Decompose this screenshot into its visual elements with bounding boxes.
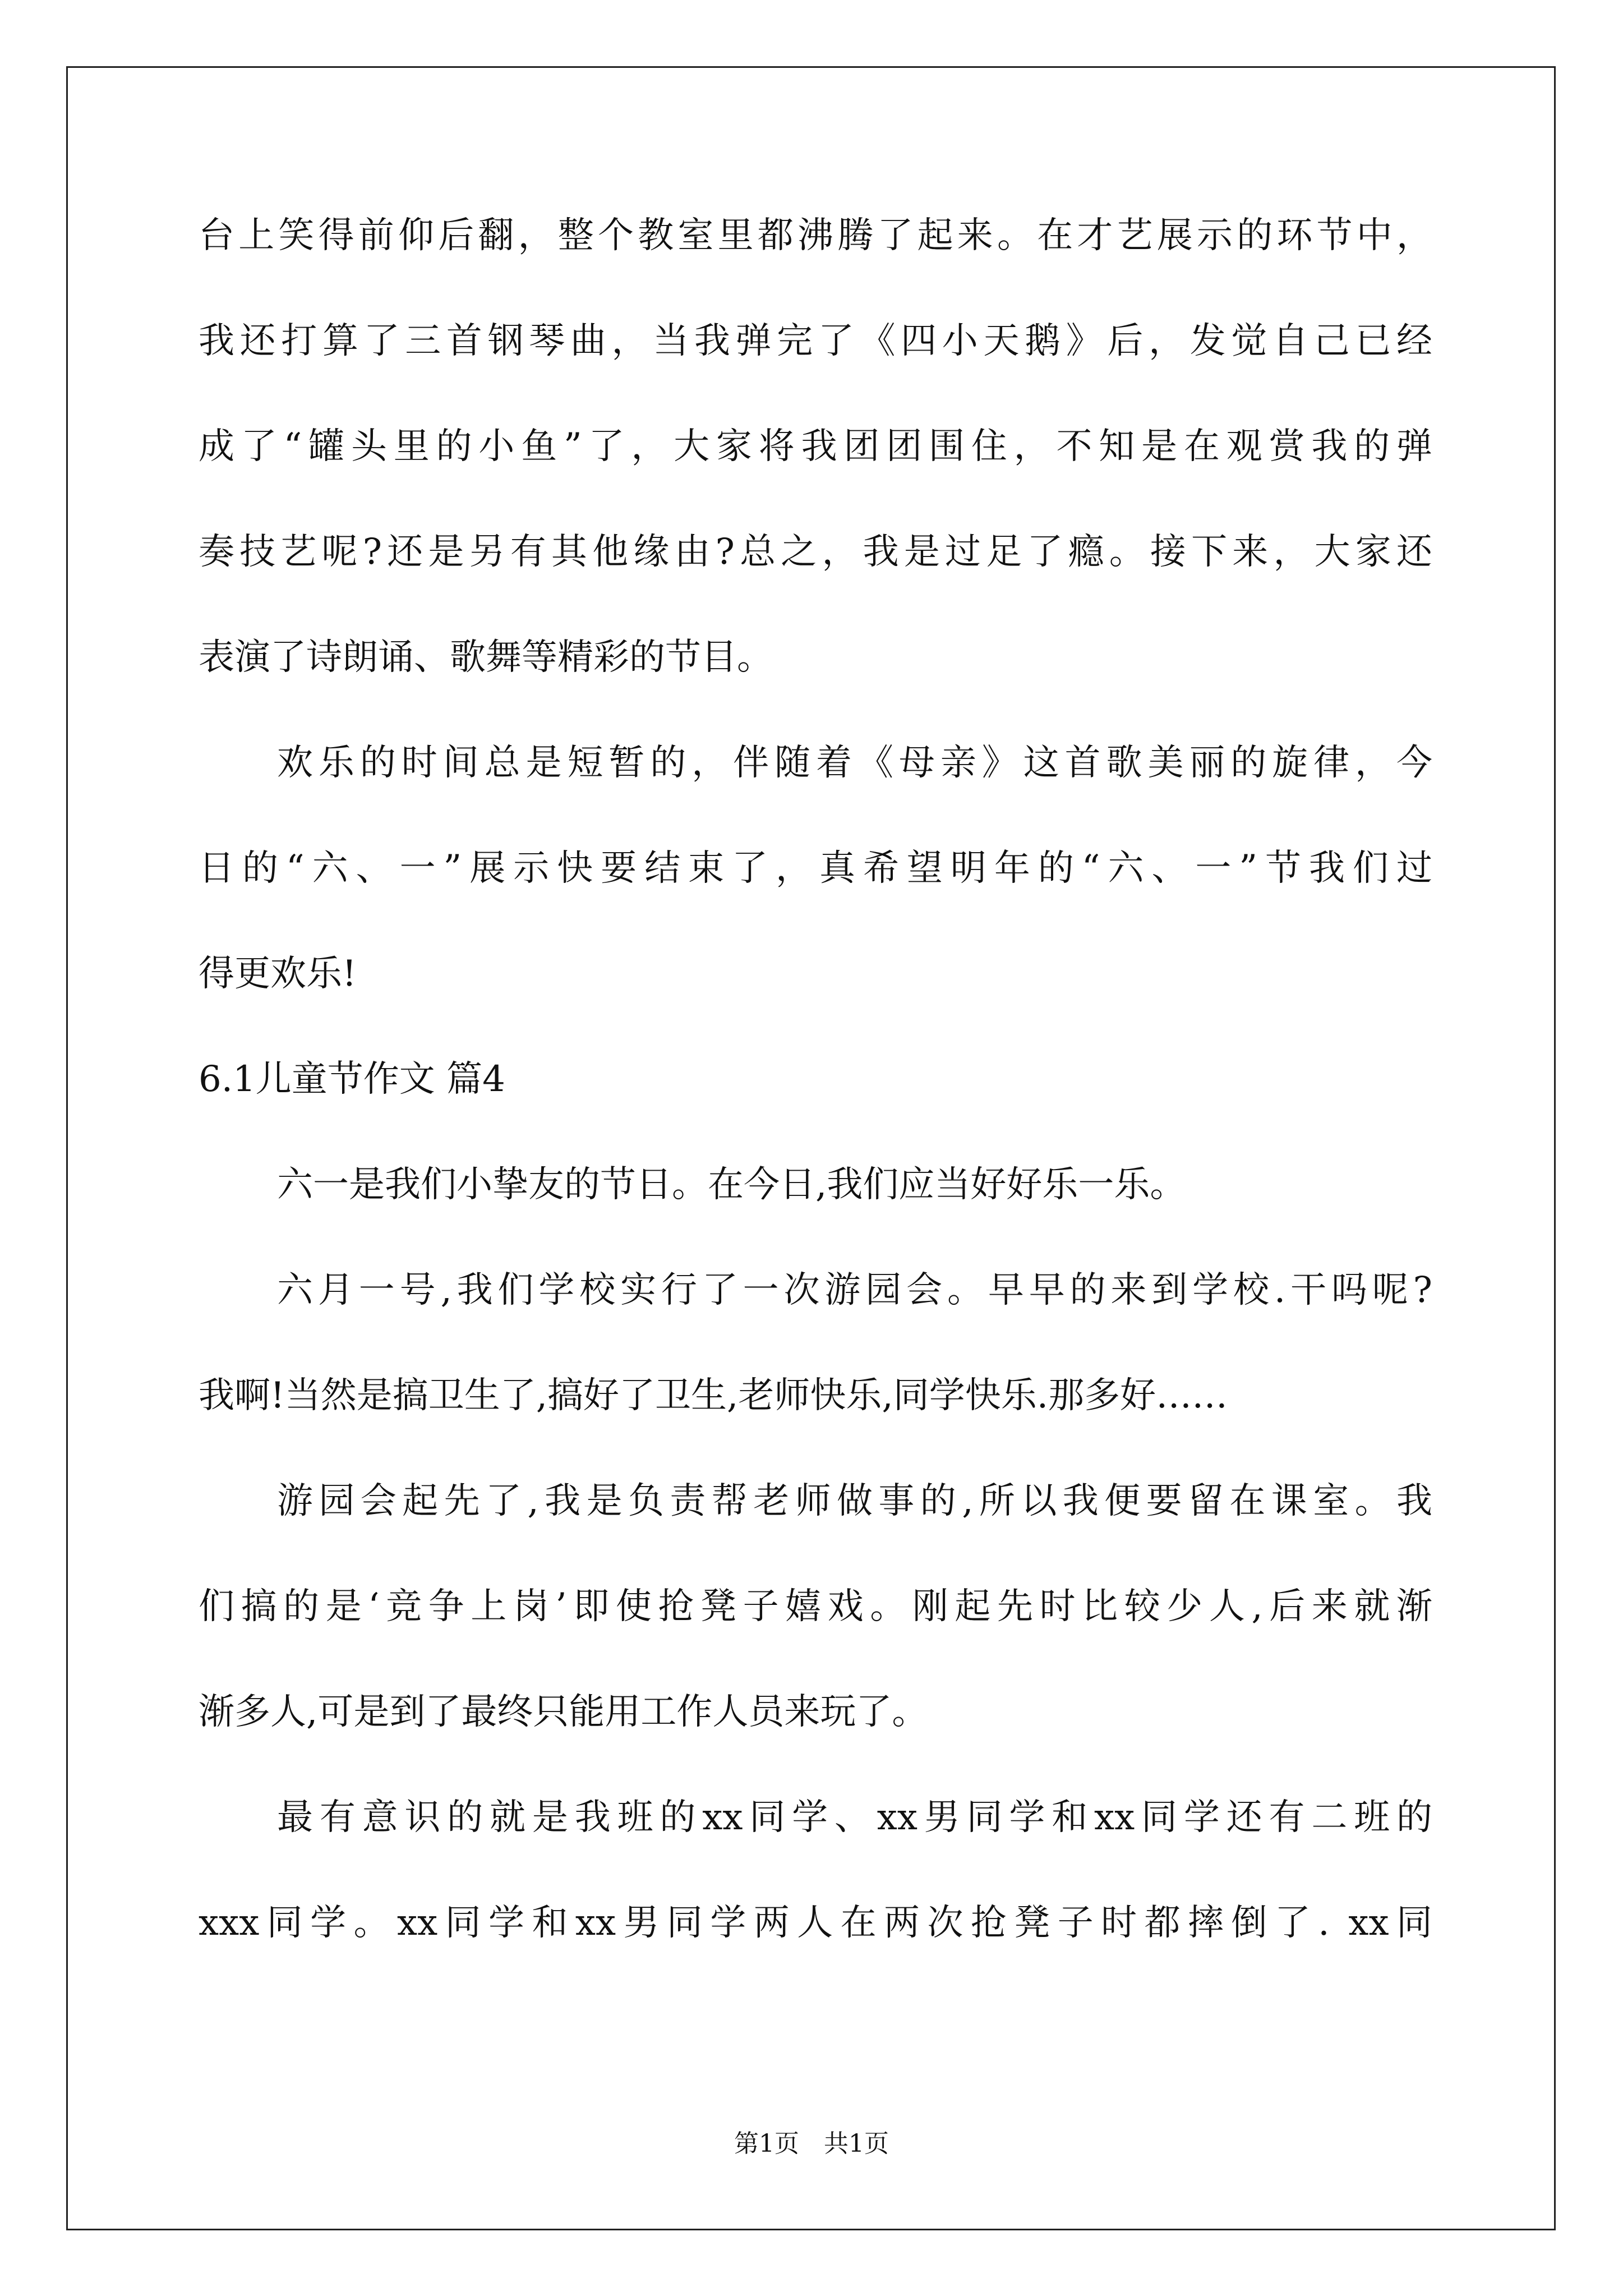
text-line: 最有意识的就是我班的xx同学、xx男同学和xx同学还有二班的 [277,1797,1432,1838]
text-line: 台上笑得前仰后翻，整个教室里都沸腾了起来。在才艺展示的环节中， [199,215,1432,256]
text-line: 渐多人,可是到了最终只能用工作人员来玩了。 [199,1691,928,1733]
page-footer: 第1页 共1页 [734,2129,889,2158]
text-line: 表演了诗朗诵、歌舞等精彩的节目。 [199,637,773,678]
text-line: 欢乐的时间总是短暂的，伴随着《母亲》这首歌美丽的旋律，今 [277,742,1432,784]
text-line: 奏技艺呢?还是另有其他缘由?总之，我是过足了瘾。接下来，大家还 [199,531,1432,573]
text-line: 六一是我们小挚友的节日。在今日,我们应当好好乐一乐。 [277,1164,1186,1205]
text-line: 我还打算了三首钢琴曲，当我弹完了《四小天鹅》后，发觉自己已经 [199,320,1432,362]
text-line: 成了“罐头里的小鱼”了，大家将我团团围住，不知是在观赏我的弹 [199,426,1432,467]
text-line: 游园会起先了,我是负责帮老师做事的,所以我便要留在课室。我 [277,1480,1432,1522]
document-body [199,199,1432,1992]
text-line: 得更欢乐! [199,953,357,995]
text-line: 日的“六、一”展示快要结束了，真希望明年的“六、一”节我们过 [199,848,1432,889]
text-line: 我啊!当然是搞卫生了,搞好了卫生,老师快乐,同学快乐.那多好…… [199,1375,1228,1416]
text-line: 六月一号,我们学校实行了一次游园会。早早的来到学校.干吗呢? [277,1269,1432,1311]
section-heading: 6.1儿童节作文 篇4 [199,1059,505,1100]
text-line: xxx同学。xx同学和xx男同学两人在两次抢凳子时都摔倒了. xx同 [199,1902,1432,1944]
text-line: 们搞的是‘竞争上岗’即使抢凳子嬉戏。刚起先时比较少人,后来就渐 [199,1586,1432,1627]
